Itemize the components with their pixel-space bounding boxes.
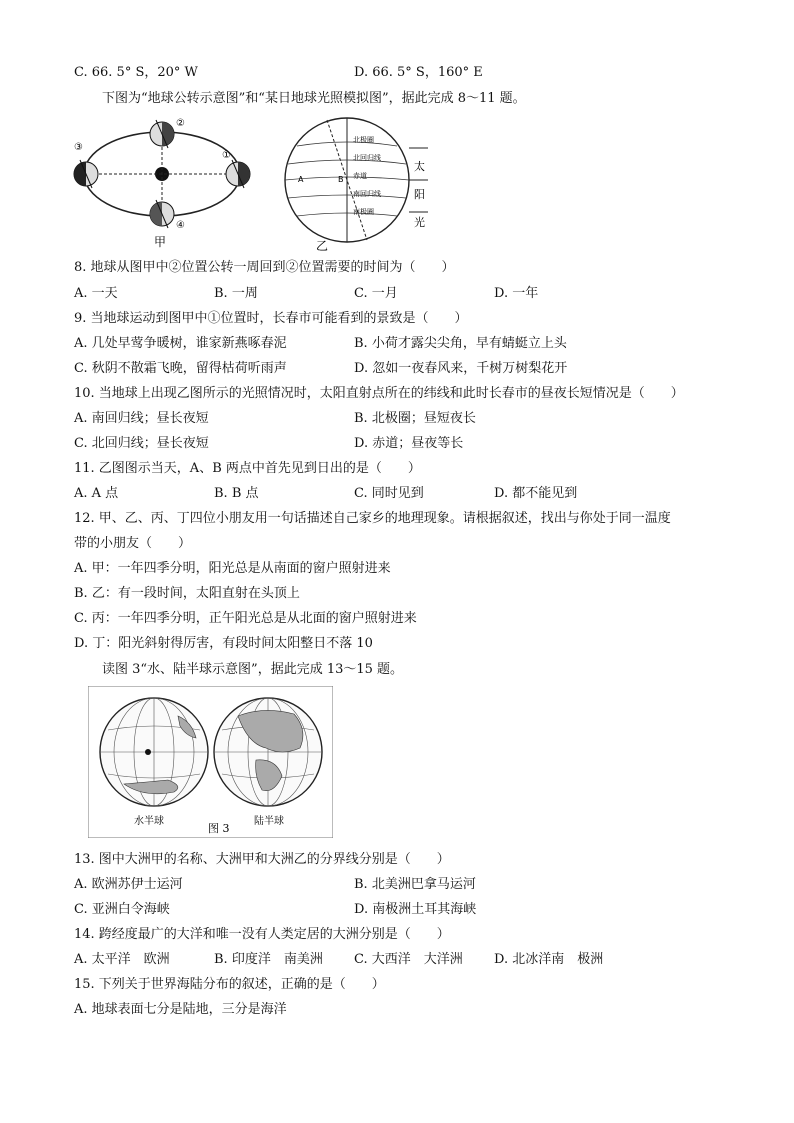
figure-3-hemispheres (88, 686, 333, 838)
q12-option-b: B. 乙：有一段时间，太阳直射在头顶上 (74, 586, 300, 601)
q12-option-a: A. 甲：一年四季分明，阳光总是从南面的窗户照射进来 (74, 561, 391, 576)
q10-option-b: B. 北极圈；昼短夜长 (354, 411, 476, 426)
land-hemisphere-globe (214, 698, 322, 806)
q8-option-c: C. 一月 (354, 286, 398, 301)
q12-stem-line2: 带的小朋友（ ） (74, 536, 192, 551)
q8-stem: 8. 地球从图甲中②位置公转一周回到②位置需要的时间为（ ） (74, 260, 455, 275)
label-pos-2: ② (176, 118, 185, 129)
label-pos-4: ④ (176, 220, 185, 231)
q11-option-d: D. 都不能见到 (494, 486, 578, 501)
q11-option-c: C. 同时见到 (354, 486, 424, 501)
q13-option-a: A. 欧洲苏伊士运河 (74, 877, 183, 892)
q14-option-c: C. 大西洋 大洋洲 (354, 952, 463, 967)
q13-option-b: B. 北美洲巴拿马运河 (354, 877, 476, 892)
zone-tropic-capricorn: 南回归线 (353, 190, 381, 198)
q7-option-c: C. 66. 5° S，20° W (74, 65, 198, 80)
earth-position-1 (226, 160, 250, 188)
q14-option-b: B. 印度洋 南美洲 (214, 952, 323, 967)
earth-position-3 (74, 160, 98, 188)
q12-stem-line1: 12. 甲、乙、丙、丁四位小朋友用一句话描述自己家乡的地理现象。请根据叙述，找出与你处于同一温度 (74, 511, 671, 526)
sun-text-1: 太 (414, 160, 425, 173)
point-a: A (298, 175, 304, 184)
q11-option-a: A. A 点 (74, 486, 119, 501)
q8-option-d: D. 一年 (494, 286, 539, 301)
q10-stem: 10. 当地球上出现乙图所示的光照情况时，太阳直射点所在的纬线和此时长春市的昼夜长短情况是（ ） (74, 386, 684, 401)
q11-stem: 11. 乙图图示当天，A、B 两点中首先见到日出的是（ ） (74, 461, 421, 476)
intro-8-11: 下图为“地球公转示意图”和“某日地球光照模拟图”，据此完成 8～11 题。 (102, 91, 526, 106)
label-pos-3: ③ (74, 142, 83, 153)
q11-option-b: B. B 点 (214, 486, 259, 501)
q14-option-a: A. 太平洋 欧洲 (74, 952, 170, 967)
intro-13-15: 读图 3“水、陆半球示意图”，据此完成 13～15 题。 (102, 662, 404, 677)
q8-option-b: B. 一周 (214, 286, 258, 301)
zone-tropic-cancer: 北回归线 (353, 154, 381, 162)
q9-option-a: A. 几处早莺争暖树，谁家新燕啄春泥 (74, 336, 287, 351)
sun-text-2: 阳 (414, 188, 425, 201)
point-b: B (338, 175, 344, 184)
q14-option-d: D. 北冰洋南 极洲 (494, 952, 604, 967)
q9-stem: 9. 当地球运动到图甲中①位置时，长春市可能看到的景致是（ ） (74, 311, 468, 326)
q9-option-d: D. 忽如一夜春风来，千树万树梨花开 (354, 361, 568, 376)
q12-option-c: C. 丙：一年四季分明，正午阳光总是从北面的窗户照射进来 (74, 611, 417, 626)
q14-stem: 14. 跨经度最广的大洋和唯一没有人类定居的大洲分别是（ ） (74, 927, 450, 942)
q9-option-c: C. 秋阴不散霜飞晚，留得枯荷听雨声 (74, 361, 287, 376)
label-pos-1: ① (222, 150, 231, 161)
label-yi: 乙 (316, 239, 329, 252)
label-jia: 甲 (154, 235, 167, 249)
q10-option-d: D. 赤道；昼夜等长 (354, 436, 464, 451)
q8-option-a: A. 一天 (74, 286, 118, 301)
q12-option-d: D. 丁：阳光斜射得厉害，有段时间太阳整日不落 10 (74, 636, 373, 651)
q13-option-d: D. 南极洲土耳其海峡 (354, 902, 477, 917)
figure-orbit-illumination (72, 112, 432, 252)
zone-antarctic-circle: 南极圈 (353, 208, 374, 216)
label-figure-3: 图 3 (208, 822, 230, 835)
zone-arctic-circle: 北极圈 (353, 136, 374, 144)
q7-option-d: D. 66. 5° S，160° E (354, 65, 483, 80)
q15-stem: 15. 下列关于世界海陆分布的叙述，正确的是（ ） (74, 977, 385, 992)
earth-position-4 (150, 200, 174, 228)
earth-position-2 (150, 120, 174, 148)
sun-text-3: 光 (414, 216, 425, 229)
water-hemisphere-globe (100, 698, 208, 806)
q13-option-c: C. 亚洲白令海峡 (74, 902, 170, 917)
q10-option-a: A. 南回归线；昼长夜短 (74, 411, 209, 426)
zone-equator: 赤道 (353, 172, 367, 180)
q9-option-b: B. 小荷才露尖尖角，早有蜻蜓立上头 (354, 336, 567, 351)
q10-option-c: C. 北回归线；昼长夜短 (74, 436, 209, 451)
label-water-hemisphere: 水半球 (134, 816, 164, 827)
q15-option-a: A. 地球表面七分是陆地，三分是海洋 (74, 1002, 287, 1017)
label-land-hemisphere: 陆半球 (254, 816, 284, 827)
q13-stem: 13. 图中大洲甲的名称、大洲甲和大洲乙的分界线分别是（ ） (74, 852, 450, 867)
